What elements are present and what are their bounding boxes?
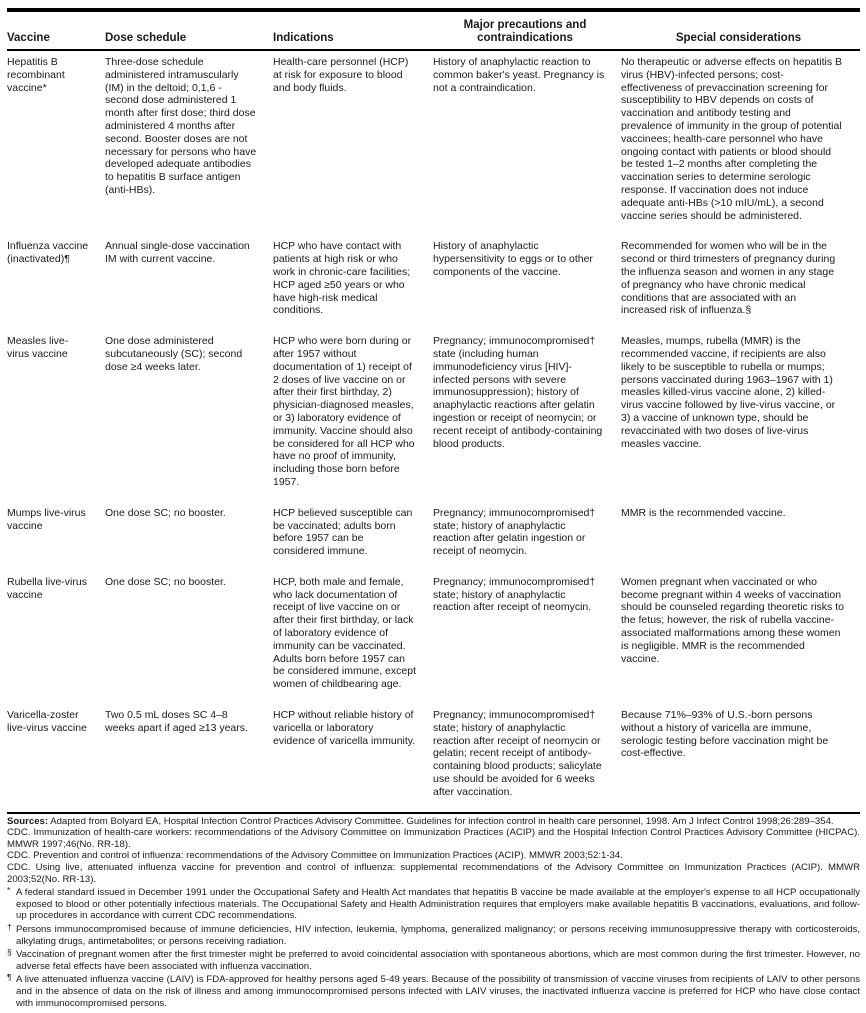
table-header xyxy=(7,10,860,50)
cell-special-considerations: Because 71%–93% of U.S.-born persons without a history of varicella are immune, serologic testing before vaccination might be cost-effective. xyxy=(621,709,829,760)
reference-line: CDC. Prevention and control of influenza: recommendations of the Advisory Committee on Immunization Practices (ACIP). MMWR 2003;52:1-34. xyxy=(7,850,623,862)
cell-vaccine-name: Hepatitis B recombinant vaccine* xyxy=(7,56,65,94)
cell-precautions: Pregnancy; immunocompromised† state (including human immunodeficiency virus [HIV]-infected persons with severe immunosuppression); history of anaphylactic reactions after gelatin ingestion or receipt of neomycin; or recent receipt of antibody-containing blood products. xyxy=(433,335,603,450)
table-row xyxy=(7,502,860,571)
reference-line: CDC. Immunization of health-care workers: recommendations of the Advisory Committee on Immunization Practices (ACIP) and the Hospital Infection Control Practices Advisory Committee (HICPAC). MMWR 1997;46(No. RR-18). xyxy=(7,827,860,850)
column-header-dose-schedule: Dose schedule xyxy=(105,10,273,50)
cell-precautions: Pregnancy; immunocompromised† state; history of anaphylactic reaction after receipt of neomycin or gelatin; recent receipt of antibody-containing blood products; salicylate use should be avoided for 6 weeks after vaccination. xyxy=(433,709,602,798)
cell-indications: HCP believed susceptible can be vaccinated; adults born before 1957 can be considered immune. xyxy=(273,506,413,558)
cell-indications: HCP without reliable history of varicella or laboratory evidence of varicella immunity. xyxy=(273,709,416,747)
footnote-asterisk xyxy=(7,885,860,922)
table-row xyxy=(7,704,860,813)
sources-label: Sources: xyxy=(7,815,49,827)
cell-dose-schedule: One dose SC; no booster. xyxy=(105,575,226,588)
cell-special-considerations: Recommended for women who will be in the second or third trimesters of pregnancy during the influenza season and women in any stage of pregnancy who have chronic medical conditions that are associated with an increased risk of influenza.§ xyxy=(621,240,836,317)
cell-dose-schedule: One dose SC; no booster. xyxy=(105,506,226,519)
vaccine-table xyxy=(7,8,860,814)
reference-line: CDC. Using live, attenuated influenza vaccine for prevention and control of influenza: supplemental recommendations of the Advisory Committee on Immunization Practices (ACIP). MMWR 2003;52(No. RR-13). xyxy=(7,862,860,885)
table-row xyxy=(7,50,860,235)
cell-vaccine-name: Rubella live-virus vaccine xyxy=(7,575,87,601)
cell-indications: HCP, both male and female, who lack documentation of receipt of live vaccine on or after their first birthday, or lack of laboratory evidence of immunity can be vaccinated. Adults born before 1957 can be considered immune, except women of childbearing age. xyxy=(273,575,416,691)
cell-precautions: History of anaphylactic hypersensitivity to eggs or to other components of the vaccine. xyxy=(433,240,593,278)
cell-precautions: Pregnancy; immunocompromised† state; history of anaphylactic reaction after gelatin ingestion or receipt of neomycin. xyxy=(433,506,596,558)
column-header-indications: Indications xyxy=(273,10,433,50)
footnote-marker: † xyxy=(7,921,12,932)
table-row xyxy=(7,571,860,704)
cell-special-considerations: Women pregnant when vaccinated or who become pregnant within 4 weeks of vaccination should be counseled regarding theoretic risks to the fetus; however, the risk of rubella vaccine-associated malformations among these women is negligible. MMR is the recommended vaccine. xyxy=(621,575,844,665)
cell-precautions: History of anaphylactic reaction to common baker's yeast. Pregnancy is not a contraindication. xyxy=(433,56,605,94)
column-header-precautions: Major precautions and contraindications xyxy=(433,10,621,50)
cell-special-considerations: No therapeutic or adverse effects on hepatitis B virus (HBV)-infected persons; cost-effectiveness of prevaccination screening for susceptibility to HBV depends on costs of vaccination and antibody testing and prevalence of immunity in the group of potential vaccinees; health-care personnel who have ongoing contact with patients or blood should be tested 1–2 months after completing the vaccination series to determine serologic response. If vaccination does not induce adequate anti-HBs (>10 mIU/mL), a second vaccine series should be administered. xyxy=(621,56,843,222)
footnote-text: A federal standard issued in December 1991 under the Occupational Safety and Health Act mandates that hepatitis B vaccine be made available at the employer's expense to all HCP occupationally exposed to blood or other potentially infectious materials. The Occupational Safety and Health Administration requires that employers make available hepatitis B vaccinations, evaluations, and follow-up procedures in accordance with current CDC recommendations. xyxy=(16,887,860,922)
cell-dose-schedule: Three-dose schedule administered intramuscularly (IM) in the deltoid; 0,1,6 - second dose administered 1 month after first dose; third dose administered 4 months after second. Booster doses are not necessary for persons who have developed adequate antibodies to hepatitis B surface antigen (anti-HBs). xyxy=(105,56,257,196)
cell-dose-schedule: Annual single-dose vaccination IM with current vaccine. xyxy=(105,240,250,266)
footnote-text: Vaccination of pregnant women after the first trimester might be preferred to avoid coincidental association with spontaneous abortions, which are most common during the first trimester. However, no adverse fetal effects have been associated with influenza vaccination. xyxy=(16,949,860,972)
column-header-vaccine: Vaccine xyxy=(7,10,105,50)
cell-dose-schedule: One dose administered subcutaneously (SC); second dose ≥4 weeks later. xyxy=(105,335,243,373)
table-row xyxy=(7,330,860,502)
footnote-dagger xyxy=(7,922,860,947)
cell-dose-schedule: Two 0.5 mL doses SC 4–8 weeks apart if aged ≥13 years. xyxy=(105,709,248,734)
table-footnotes xyxy=(7,816,860,1010)
footnote-text: Persons immunocompromised because of immune deficiencies, HIV infection, leukemia, lymphoma, generalized malignancy; or persons receiving immunosuppressive therapy with corticosteroids, alkylating drugs, antimetabolites; or persons receiving radiation. xyxy=(16,923,860,947)
sources-text: Adapted from Bolyard EA, Hospital Infection Control Practices Advisory Committee. Guidelines for infection control in health care personnel, 1998. Am J Infect Control 1998;26:289–354. xyxy=(48,815,834,827)
cell-indications: HCP who have contact with patients at high risk or who work in chronic-care facilities; HCP aged ≥50 years or who have high-risk medical conditions. xyxy=(273,240,411,317)
cell-indications: HCP who were born during or after 1957 without documentation of 1) receipt of 2 doses of live vaccine on or after their first birthday, 2) physician-diagnosed measles, or 3) laboratory evidence of immunity. Vaccine should also be considered for all HCP who have no proof of immunity, including those born before 1957. xyxy=(273,335,415,488)
footnote-text: A live attenuated influenza vaccine (LAIV) is FDA-approved for healthy persons aged 5-49 years. Because of the possibility of transmission of vaccine viruses from recipients of LAIV to other persons and in the absence of data on the risk of illness and among immunocompromised persons infected with LAIV viruses, the inactivated influenza vaccine is preferred for HCP who have close contact with immunocompromised persons. xyxy=(16,974,860,1009)
column-header-special-considerations: Special considerations xyxy=(621,10,860,50)
cell-vaccine-name: Varicella-zoster live-virus vaccine xyxy=(7,709,87,734)
footnote-marker: * xyxy=(7,885,11,896)
cell-vaccine-name: Measles live-virus vaccine xyxy=(7,335,69,360)
cell-vaccine-name: Influenza vaccine (inactivated)¶ xyxy=(7,240,89,266)
cell-indications: Health-care personnel (HCP) at risk for exposure to blood and body fluids. xyxy=(273,56,409,94)
footnote-pilcrow xyxy=(7,972,860,1009)
cell-vaccine-name: Mumps live-virus vaccine xyxy=(7,506,86,532)
cell-special-considerations: Measles, mumps, rubella (MMR) is the recommended vaccine, if recipients are also likely to be susceptible to rubella or mumps; persons vaccinated during 1963–1967 with 1) measles killed-virus vaccine alone, 2) killed-virus vaccine followed by live-virus vaccine, or 3) a vaccine of unknown type, should be revaccinated with two doses of live-virus measles vaccine. xyxy=(621,335,836,450)
cell-special-considerations: MMR is the recommended vaccine. xyxy=(621,506,786,519)
table-row xyxy=(7,235,860,330)
cell-precautions: Pregnancy; immunocompromised† state; history of anaphylactic reaction after receipt of neomycin. xyxy=(433,575,596,614)
footnote-marker: § xyxy=(7,947,12,958)
sources-line xyxy=(7,816,860,828)
footnote-marker: ¶ xyxy=(7,972,12,983)
